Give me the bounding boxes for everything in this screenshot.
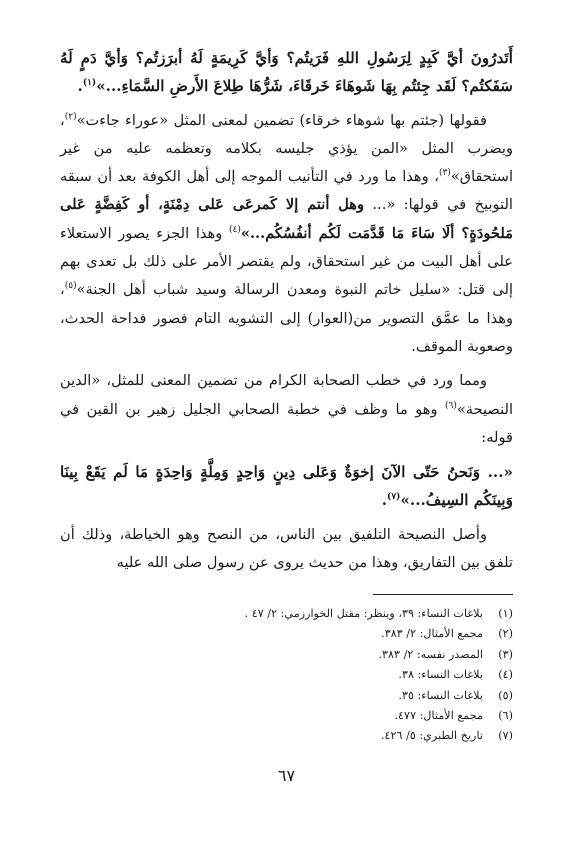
footnote-text: مجمع الأمثال: ٤٧٧.: [394, 709, 483, 723]
footnote-separator: [373, 594, 513, 595]
footnote-number: (٣): [498, 647, 513, 661]
quote-block-1: أَتَدرُونَ أيَّ كَبِدٍ لِرَسُولِ اللهِ فَرَيتُم؟ وَأيَّ كَرِيمَةٍ لَهُ أبرَزتُم؟ وَأيَّ دَمٍ لَهُ سَفَكتُم؟ لَقَد جِئتُم بِهَا شَوهَاءَ خَرقَاءَ، شَرُّهَا طِلاعَ الأَرضِ السَّمَاءِ...»$^{(١)}$.: [60, 49, 513, 96]
body-text: ، وهذا ما عمَّق التصوير من(العوار) إلى التشويه التام فصور فداحة الحدث، وصعوبة الموقف.: [60, 281, 513, 355]
footnote-item: [60, 604, 513, 624]
footnote-item: [60, 665, 513, 685]
footnote-text: مجمع الأمثال: ٢/ ٣٨٣.: [381, 627, 483, 641]
footnote-ref[interactable]: (٣): [438, 168, 451, 179]
footnote-ref[interactable]: (٥): [64, 281, 77, 292]
footnote-number: (٥): [498, 688, 513, 702]
footnote-ref[interactable]: (١): [82, 78, 97, 89]
footnote-number: (٧): [498, 729, 513, 743]
paragraph-1: [60, 107, 513, 362]
footnote-number: (٤): [498, 668, 513, 682]
body-text: وأصل النصيحة التلفيق بين الناس، من النصح وهو الخياطة، وذلك أن تلفق بين التفاريق، وهذا من حديث يروى عن رسول صلى الله عليه: [60, 525, 513, 572]
footnote-text: بلاغات النساء: ٣٨.: [398, 668, 483, 682]
footnote-number: (٦): [498, 709, 513, 723]
page-number: ٦٧: [277, 766, 296, 785]
bold-quote: وهل أنتم إلا كَمرعَى عَلى دِمْنَةٍ، أو كَفِضَّةٍ عَلى مَلحُودَةٍ؟ ألَا سَاءَ مَا قَدَّمَت لَكُم أنفُسُكُم...»: [60, 196, 513, 242]
body-text: ، ويضرب المثل «المن يؤذي جليسه بكلامه وتعظمه عليه من غير استحقاق»: [60, 111, 513, 186]
footnote-text: المصدر نفسه: ٢/ ٣٨٣.: [378, 647, 483, 661]
footnote-ref[interactable]: (٢): [64, 111, 77, 122]
footnote-number: (٢): [498, 627, 513, 641]
body-text: وهذا الجزء يصور الاستعلاء على أهل البيت من غير استحقاق، ولم يقتصر الأمر على ذلك بل تعدى بهم إلى قتل: «سليل خاتم النبوة ومعدن الرسالة وسيد شباب أهل الجنة»: [60, 224, 513, 299]
footnote-item: [60, 624, 513, 644]
footnote-ref[interactable]: (٦): [444, 400, 457, 411]
footnote-text: بلاغات النساء: ٣٥.: [398, 688, 483, 702]
body-text: ومما ورد في خطب الصحابة الكرام من تضمين المعنى للمثل، «الدين النصيحة»: [60, 372, 513, 418]
paragraph-2: [60, 367, 513, 452]
footnote-item: [60, 706, 513, 726]
paragraph-3: [60, 521, 513, 578]
footnote-item: [60, 726, 513, 746]
footnote-text: تاريخ الطبري: ٥/ ٤٢٦.: [380, 729, 483, 743]
footnote-ref[interactable]: (٤): [228, 224, 241, 235]
quote-block-2: «... وَنَحنُ حَتّى الآنَ إخوَةٌ وَعَلى دِينٍ وَاحِدٍ وَمِلَّةٍ وَاحِدَةٍ مَا لَم يَقَعْ بِينَا وَبِينَكُم السِيفُ...»$^{(٧)}$.: [60, 463, 513, 510]
body-text: وهو ما وظف في خطبة الصحابي الجليل زهير بن القين في قوله:: [60, 400, 513, 446]
quote-text: «... وَنَحنُ حَتّى الآنَ إخوَةٌ وَعَلى دِينٍ وَاحِدٍ وَمِلَّةٍ وَاحِدَةٍ مَا لَم يَقَعْ بِينَا وَبِينَكُم السِيفُ...»: [60, 463, 513, 510]
body-text: ، وهذا ما ورد في التأنيب الموجه إلى أهل الكوفة بعد أن سبقه التوبيخ في قولها: «...: [60, 168, 513, 214]
body-text: فقولها (جئتم بها شوهاء خرقاء) تضمين لمعنى المثل «عوراء جاءت»: [76, 111, 487, 129]
footnotes-list: [60, 604, 513, 747]
footnote-number: (١): [498, 607, 513, 620]
footnote-item: [60, 645, 513, 665]
footnote-item: [60, 686, 513, 706]
footnote-text: بلاغات النساء: ٣٩، وينظر: مقتل الخوارزمي: ٢/ ٤٧ .: [244, 607, 483, 620]
footnote-ref[interactable]: (٧): [387, 492, 401, 503]
quote-text: أَتَدرُونَ أيَّ كَبِدٍ لِرَسُولِ اللهِ فَرَيتُم؟ وَأيَّ كَرِيمَةٍ لَهُ أبرَزتُم؟ وَأيَّ دَمٍ لَهُ سَفَكتُم؟ لَقَد جِئتُم بِهَا شَوهَاءَ خَرقَاءَ، شَرُّهَا طِلاعَ الأَرضِ السَّمَاءِ...»: [60, 49, 513, 96]
